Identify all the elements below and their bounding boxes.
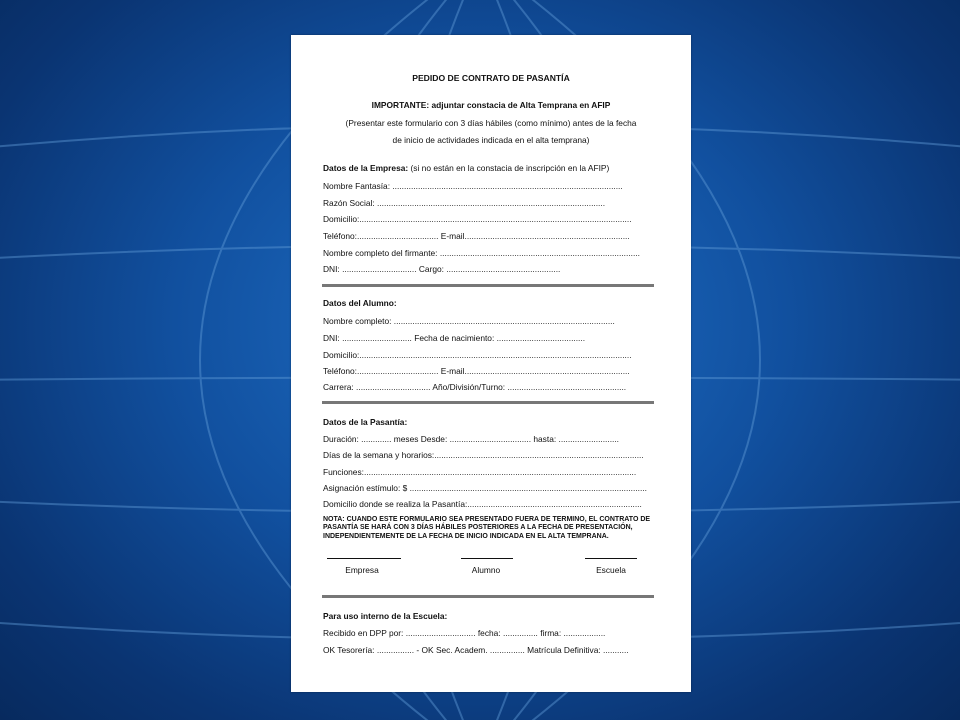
empresa-heading-row <box>323 164 609 172</box>
escuela-field-tesoreria: OK Tesorería: ................ - OK Sec. Academ. ............... Matrícula Definitiva: ........... <box>323 645 629 655</box>
alumno-heading: Datos del Alumno: <box>323 298 397 308</box>
section-divider <box>322 284 654 287</box>
signature-label-escuela: Escuela <box>596 565 626 575</box>
form-document <box>291 35 691 692</box>
empresa-field-telefono: Teléfono:................................... E-mail....................................................................... <box>323 231 630 241</box>
escuela-heading: Para uso interno de la Escuela: <box>323 611 448 621</box>
signature-label-alumno: Alumno <box>471 565 501 575</box>
empresa-heading-note: (si no están en la constacia de inscripción en la AFIP) <box>408 163 610 173</box>
empresa-heading: Datos de la Empresa: <box>323 163 409 173</box>
pasantia-heading: Datos de la Pasantía: <box>323 417 408 427</box>
important-notice: IMPORTANTE: adjuntar constacia de Alta Temprana en AFIP <box>371 100 611 110</box>
signature-line-empresa <box>327 558 401 559</box>
empresa-field-firmante: Nombre completo del firmante: ...................................................................................... <box>323 248 640 258</box>
pasantia-field-asignacion: Asignación estímulo: $ ...................................................................................................... <box>323 483 647 493</box>
alumno-field-carrera: Carrera: ................................ Año/División/Turno: ................................................... <box>323 382 627 392</box>
empresa-field-nombre-fantasia: Nombre Fantasía: ................................................................................................... <box>323 181 623 191</box>
section-divider <box>322 401 654 404</box>
form-title: PEDIDO DE CONTRATO DE PASANTÍA <box>412 73 570 83</box>
nota-text: NOTA: CUANDO ESTE FORMULARIO SEA PRESENTADO FUERA DE TERMINO, EL CONTRATO DE PASANTÍA SE HARÁ CON 3 DÍAS HÁBILES POSTERIORES A LA FECHA DE PRESENTACIÓN, INDEPENDIENTEMENTE DE LA FECHA DE INICIO INDICADA EN EL ALTA TEMPRANA. <box>323 516 651 540</box>
signature-label-empresa: Empresa <box>345 565 379 575</box>
pasantia-field-funciones: Funciones:..................................................................................................................... <box>323 467 637 477</box>
instructions-line-2: de inicio de actividades indicada en el alta temprana) <box>392 135 590 145</box>
alumno-field-dni-nacimiento: DNI: .............................. Fecha de nacimiento: ...................................... <box>323 333 586 343</box>
signature-line-alumno <box>461 558 513 559</box>
empresa-field-razon-social: Razón Social: .................................................................................................. <box>323 198 606 208</box>
alumno-field-nombre: Nombre completo: ............................................................................................... <box>323 316 615 326</box>
alumno-field-telefono: Teléfono:................................... E-mail....................................................................... <box>323 366 630 376</box>
pasantia-field-duracion: Duración: ............. meses Desde: ................................... hasta: .......................... <box>323 434 620 444</box>
escuela-field-recibido: Recibido en DPP por: .............................. fecha: ............... firma: .................. <box>323 628 606 638</box>
empresa-field-dni-cargo: DNI: ................................ Cargo: ................................................. <box>323 264 561 274</box>
signature-line-escuela <box>585 558 637 559</box>
empresa-field-domicilio: Domicilio:..................................................................................................................... <box>323 214 632 224</box>
alumno-field-domicilio: Domicilio:..................................................................................................................... <box>323 350 632 360</box>
instructions-line-1: (Presentar este formulario con 3 días hábiles (como mínimo) antes de la fecha <box>345 118 637 128</box>
section-divider <box>322 595 654 598</box>
pasantia-field-dias: Días de la semana y horarios:.......................................................................................... <box>323 450 644 460</box>
pasantia-field-domicilio: Domicilio donde se realiza la Pasantía:........................................................................... <box>323 499 642 509</box>
